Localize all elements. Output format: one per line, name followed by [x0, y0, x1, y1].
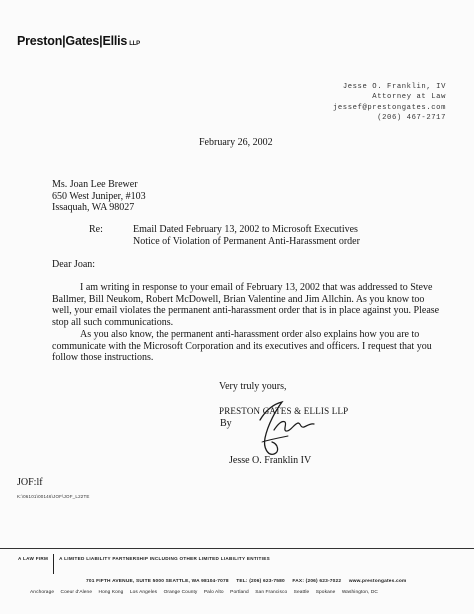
body-line: As you also know, the permanent anti-harassment order also explains how you are to [80, 329, 420, 340]
office-name: Palo Alto [203, 590, 224, 595]
office-name: Portland [230, 590, 249, 595]
office-name: Seattle [293, 590, 310, 595]
body-line: well, your email violates the permanent anti-harassment order that is in place against you. Please [52, 305, 440, 316]
body-paragraph-2 [52, 329, 452, 364]
sender-email: jessef@prestongates.com [332, 103, 446, 112]
body-line: communicate with the Microsoft Corporation and its executives and officers. I request that you [52, 340, 432, 352]
footer-law-firm: A LAW FIRM [18, 556, 49, 561]
document-reference: K:\06101\00146\JOF\JOF_L22TE [17, 494, 90, 499]
office-name: Coeur d'Alene [60, 590, 93, 595]
sender-block [286, 82, 446, 124]
subject-line-1: Email Dated February 13, 2002 to Microsoft Executives [133, 224, 358, 235]
footer-divider [0, 548, 474, 549]
footer-website: www.prestongates.com [348, 579, 407, 584]
sender-phone: (206) 467-2717 [377, 114, 446, 123]
footer-address: 701 FIFTH AVENUE, SUITE 5000 SEATTLE, WA 98104-7078 [86, 579, 229, 584]
sender-name: Jesse O. Franklin, IV [342, 83, 446, 91]
footer-firm-line [18, 556, 270, 574]
typist-initials: JOF:lf [17, 477, 43, 488]
body-line: stop all such communications. [52, 316, 174, 328]
recipient-name: Ms. Joan Lee Brewer [52, 179, 138, 190]
closing-firm-name: PRESTON GATES & ELLIS LLP [219, 406, 349, 416]
body-line: Ballmer, Bill Neukom, Robert McDowell, Brian Valentine and Jim Allchin. As you know too [52, 293, 425, 305]
subject-label: Re: [89, 224, 103, 235]
firm-logo-suffix: LLP [129, 41, 140, 47]
signer-name: Jesse O. Franklin IV [229, 455, 312, 466]
footer-offices-line [30, 590, 378, 595]
salutation: Dear Joan: [52, 259, 96, 270]
recipient-street: 650 West Juniper, #103 [52, 190, 146, 202]
sender-title: Attorney at Law [372, 93, 446, 102]
recipient-address [52, 179, 146, 214]
letter-date: February 26, 2002 [199, 137, 273, 148]
office-name: Orange County [163, 590, 198, 595]
body-line: I am writing in response to your email of February 13, 2002 that was addressed to Steve [80, 282, 433, 293]
firm-logo-name: Preston|Gates|Ellis [17, 34, 128, 48]
office-name: San Francisco [255, 590, 288, 595]
footer-partnership: A LIMITED LIABILITY PARTNERSHIP INCLUDING OTHER LIMITED LIABILITY ENTITIES [59, 556, 270, 561]
footer-separator [53, 554, 54, 574]
firm-logo [17, 34, 140, 48]
office-name: Los Angeles [129, 590, 158, 595]
body-line: follow those instructions. [52, 352, 154, 363]
office-name: Anchorage [30, 590, 55, 595]
footer-contact-line [86, 579, 406, 584]
office-name: Spokane [315, 590, 336, 595]
footer-fax: FAX: (206) 623-7022 [292, 579, 342, 584]
valediction: Very truly yours, [219, 381, 287, 392]
subject-lines [133, 224, 360, 247]
recipient-city: Issaquah, WA 98027 [52, 202, 135, 214]
signature-by-label: By [220, 418, 232, 429]
body-paragraph-1 [52, 282, 452, 328]
footer-tel: TEL: (206) 623-7580 [236, 579, 285, 584]
subject-line-2: Notice of Violation of Permanent Anti-Harassment order [133, 235, 360, 247]
office-name: Washington, DC [341, 590, 378, 595]
office-name: Hong Kong [98, 590, 124, 595]
